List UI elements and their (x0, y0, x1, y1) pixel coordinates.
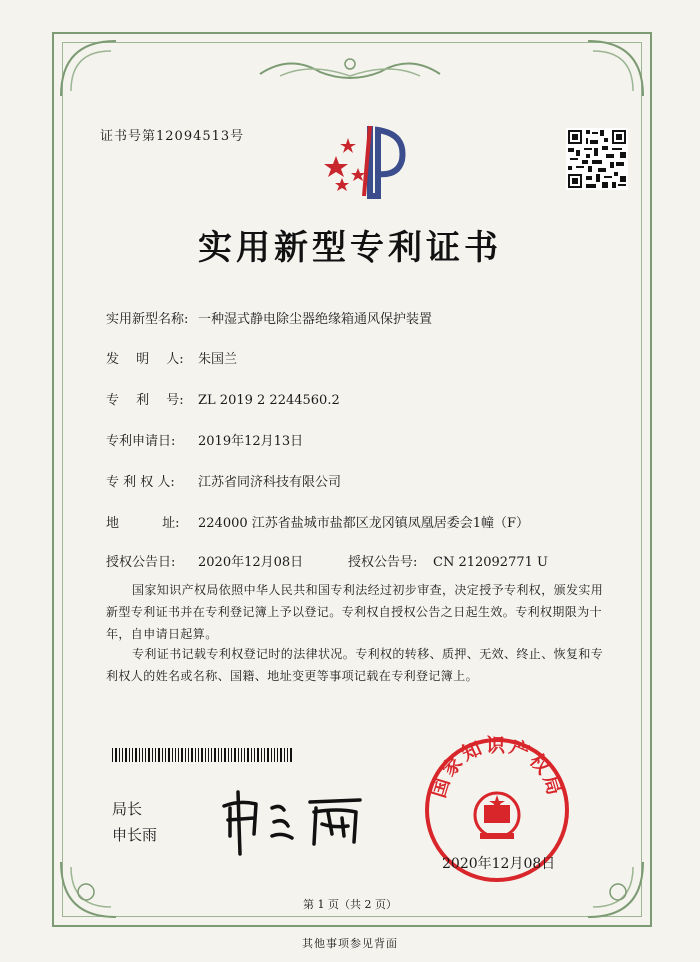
inventor-row (106, 348, 237, 367)
field-value: 一种湿式静电除尘器绝缘箱通风保护装置 (198, 312, 433, 327)
field-value: 朱国兰 (198, 352, 238, 367)
certificate-title: 实用新型专利证书 (198, 228, 502, 268)
director-name: 申长雨 (112, 826, 158, 844)
barcode (112, 748, 292, 762)
seal-date: 2020年12月08日 (442, 856, 556, 872)
qr-code (566, 128, 628, 190)
field-value: CN 212092771 U (433, 555, 548, 570)
filing-date-row (106, 430, 303, 449)
patentee-row (106, 471, 341, 490)
field-label: 专 利 号: (106, 393, 184, 408)
seal-text: 国家知识产权局 (427, 735, 567, 801)
field-value: ZL 2019 2 2244560.2 (198, 393, 340, 408)
field-label: 授权公告日: (106, 555, 176, 570)
patent-number-row (106, 389, 340, 408)
top-ornament (250, 54, 450, 84)
cnipa-logo (318, 116, 418, 200)
field-value: 江苏省同济科技有限公司 (198, 475, 342, 490)
field-label: 发 明 人: (106, 352, 184, 367)
utility-model-name-row (106, 308, 432, 327)
certificate-paragraph-1: 国家知识产权局依照中华人民共和国专利法经过初步审查，决定授予专利权，颁发实用新型专利证书并在专利登记簿上予以登记。专利权自授权公告之日起生效。专利权期限为十年，自申请日起算。 (106, 583, 604, 641)
back-note: 其他事项参见背面 (302, 937, 398, 950)
field-label: 专 利 权 人: (106, 475, 175, 490)
director-signature (210, 778, 380, 858)
field-value: 2020年12月08日 (198, 555, 304, 570)
page-number: 第 1 页（共 2 页） (303, 898, 397, 911)
address-row (106, 512, 529, 531)
field-label: 实用新型名称: (106, 312, 189, 327)
corner-ornament-top-left (56, 36, 126, 106)
corner-ornament-top-right (578, 36, 648, 106)
field-label: 专利申请日: (106, 434, 176, 449)
field-label: 地 址: (106, 516, 180, 531)
field-label: 授权公告号: (348, 555, 418, 570)
svg-text:国家知识产权局 (428, 735, 566, 800)
director-title: 局长 (112, 800, 143, 818)
certificate-paragraph-2: 专利证书记载专利权登记时的法律状况。专利权的转移、质押、无效、终止、恢复和专利权人的姓名或名称、国籍、地址变更等事项记载在专利登记簿上。 (106, 647, 604, 683)
certificate-number: 证书号第12094513号 (100, 129, 245, 144)
field-value: 224000 江苏省盐城市盐都区龙冈镇凤凰居委会1幢（F） (198, 516, 530, 531)
grant-announcement-row (106, 551, 548, 570)
field-value: 2019年12月13日 (198, 434, 304, 449)
